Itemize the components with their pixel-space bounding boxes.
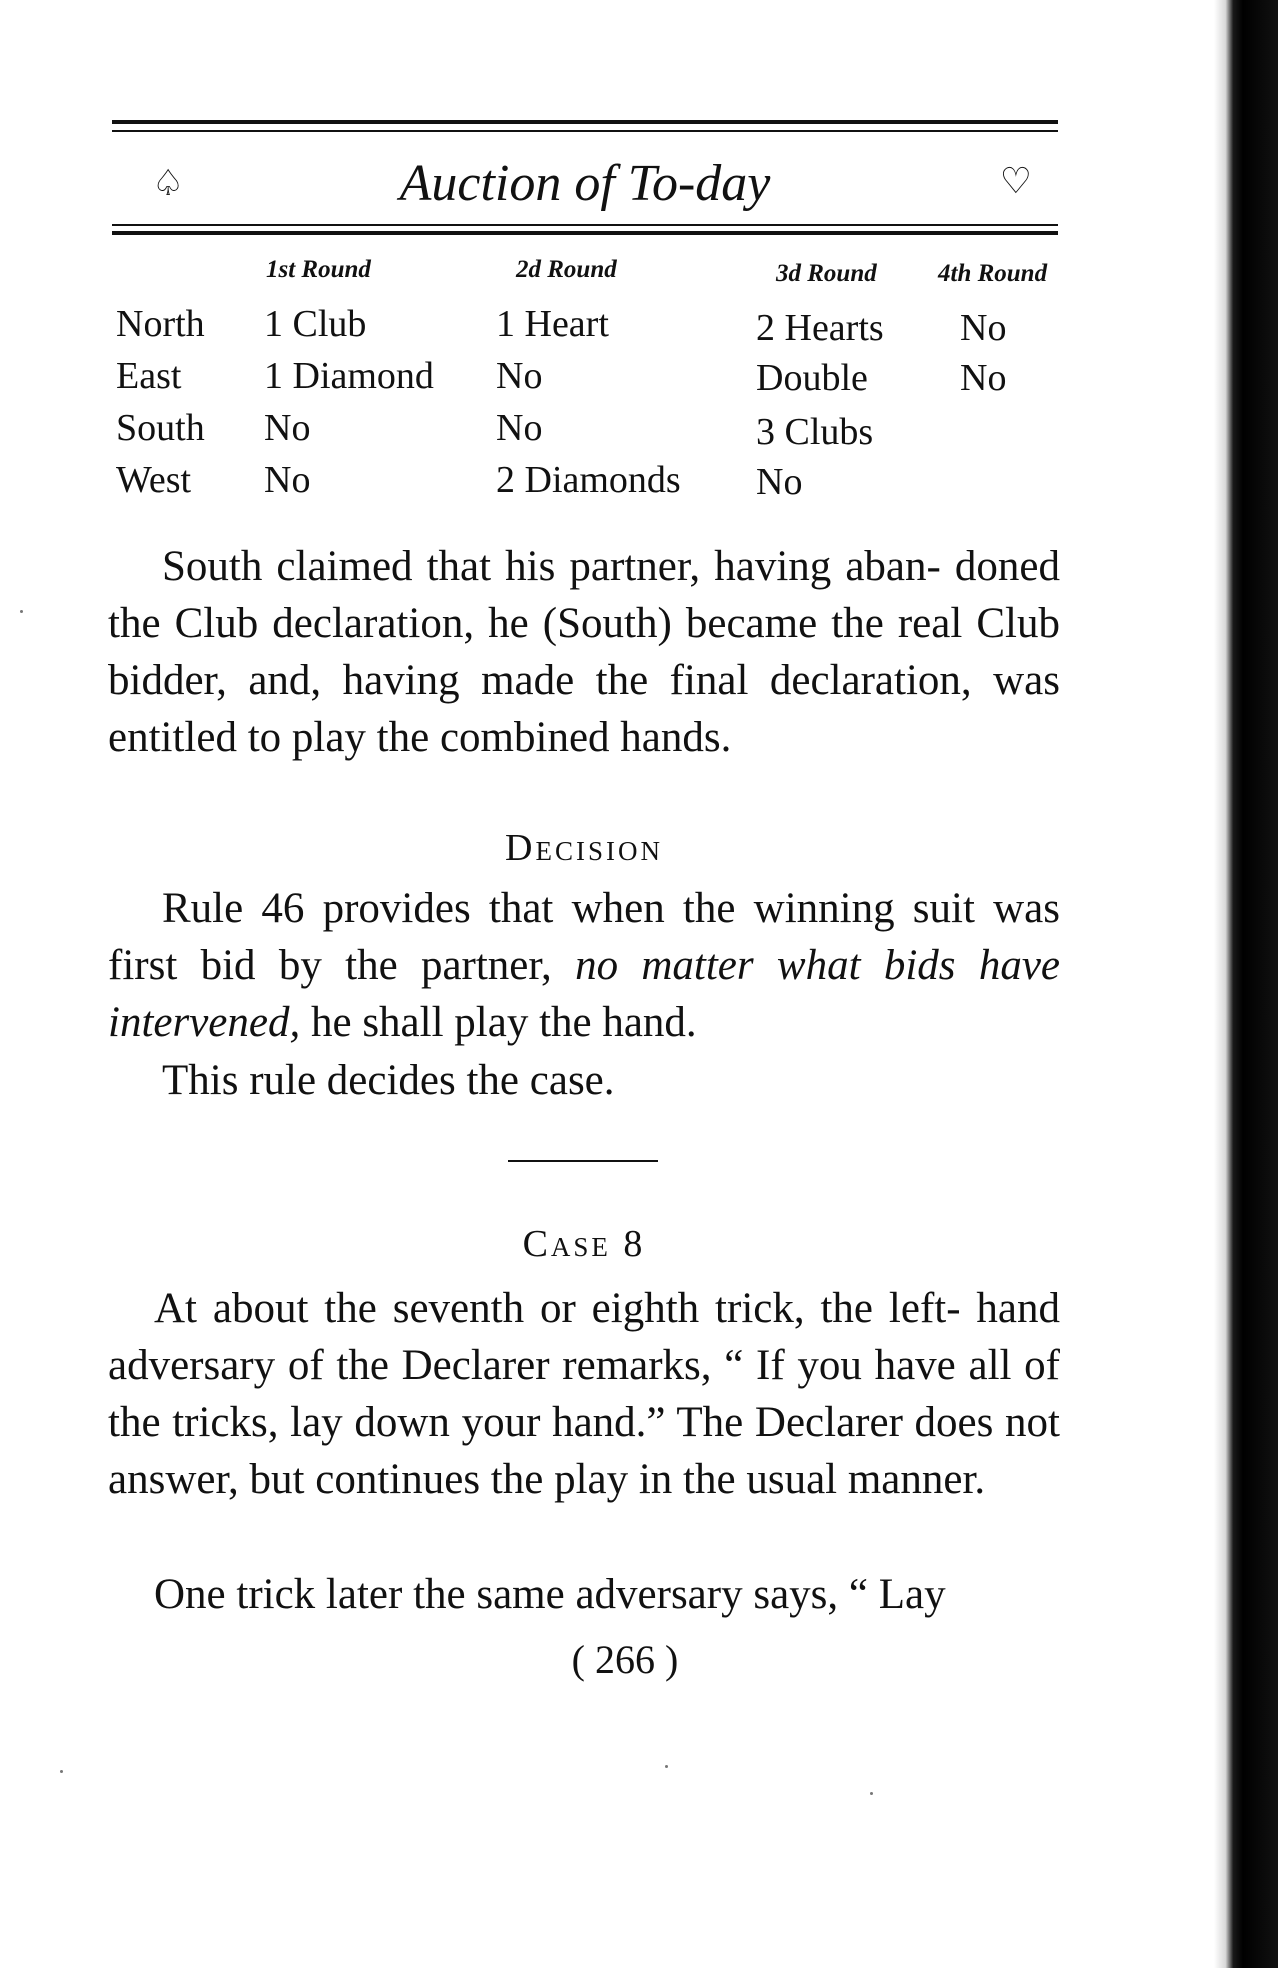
print-speck (20, 610, 23, 613)
player-name: North (116, 303, 205, 345)
rule-paragraph: Rule 46 provides that when the winning suit was first bid by the partner, no matter what bids have intervened, he shall play the hand. (108, 885, 1061, 1046)
round-header: 2d Round (516, 256, 617, 283)
rule-conclusion: This rule decides the case. (162, 1057, 615, 1104)
bid-cell: Double (756, 357, 868, 399)
bid-cell: 1 Club (264, 303, 367, 345)
decision-heading: Decision (505, 827, 663, 869)
player-name: South (116, 407, 205, 449)
bid-cell: 1 Heart (496, 303, 609, 345)
page-number: ( 266 ) (571, 1637, 679, 1682)
case-heading: Case 8 (522, 1223, 646, 1265)
running-header (112, 148, 1058, 220)
bid-cell: No (756, 461, 803, 503)
header-rule-bottom-thin (112, 224, 1058, 226)
heart-icon: ♡ (999, 161, 1032, 201)
header-rule-top-thin (112, 130, 1058, 132)
page-title: Auction of To-day (399, 155, 771, 212)
round-header: 4th Round (938, 260, 1048, 287)
spade-icon: ♤ (152, 163, 185, 203)
print-speck (665, 1765, 668, 1768)
section-divider (508, 1160, 658, 1162)
case-paragraph: At about the seventh or eighth trick, the left- hand adversary of the Declarer remarks, “ If you have all of the tricks, lay down your hand.” The Declarer does not answer, but continues the play in the usual manner. (108, 1285, 1060, 1503)
player-name: West (116, 459, 192, 501)
bid-cell: No (960, 307, 1007, 349)
case-paragraph-continued: One trick later the same adversary says, “ Lay (154, 1571, 946, 1618)
bid-cell: No (264, 459, 311, 501)
round-header: 1st Round (266, 256, 371, 283)
bid-cell: No (960, 357, 1007, 399)
bid-cell: 1 Diamond (264, 355, 434, 397)
header-rule-bottom (112, 231, 1058, 235)
rule-emphasis: no matter what bids have intervened, (108, 942, 1061, 1046)
print-speck (60, 1770, 63, 1773)
bid-cell: No (264, 407, 311, 449)
player-name: East (116, 355, 182, 397)
bid-cell: 2 Hearts (756, 307, 884, 349)
bid-cell: 2 Diamonds (496, 459, 681, 501)
bid-cell: 3 Clubs (756, 411, 874, 453)
print-speck (870, 1792, 873, 1795)
claim-paragraph: South claimed that his partner, having aban- doned the Club declaration, he (South) became the real Club bidder, and, having made the final declaration, was entitled to play the combined hands. (108, 543, 1060, 761)
bid-cell: No (496, 355, 543, 397)
bid-cell: No (496, 407, 543, 449)
round-header: 3d Round (776, 260, 877, 287)
header-rule-top (112, 120, 1058, 124)
